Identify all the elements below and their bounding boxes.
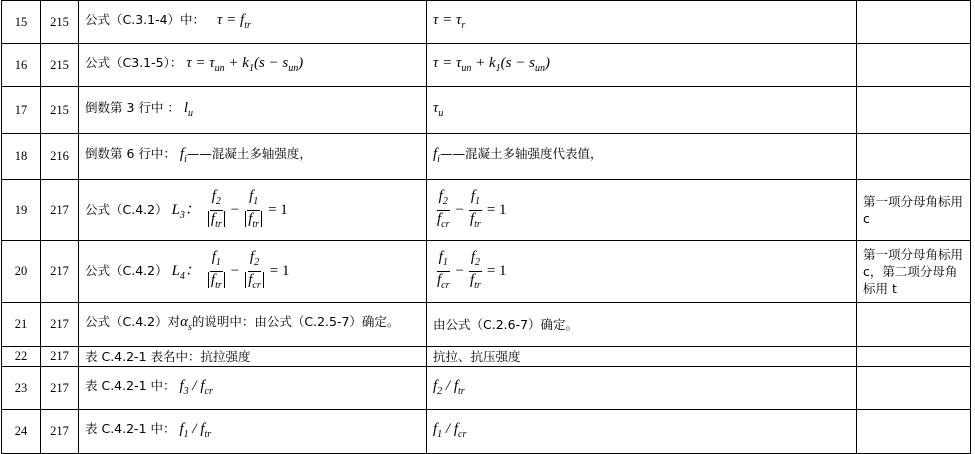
table-row: [2, 134, 971, 180]
table-row: [2, 367, 971, 410]
remark: [857, 410, 971, 454]
fraction: $\frac{f_1}{f_{tr}}$: [243, 188, 264, 233]
page-number: 217: [41, 347, 79, 367]
original-prefix: 公式（C3.1-5）：: [85, 54, 183, 70]
corrected-suffix: ——混凝土多轴强度代表值，: [439, 146, 603, 161]
corrected-text: $\frac{f_1}{f_{cr}}$ − $\frac{f_2}{f_{tr}}$ = 1: [427, 241, 857, 303]
original-text: 表 C.4.2-1 表名中：抗拉强度: [79, 347, 427, 367]
errata-table: [1, 0, 971, 454]
fraction: $\frac{f_2}{f_{tr}}$: [469, 249, 481, 291]
table-row: [2, 87, 971, 134]
original-prefix: 公式（C.4.2）: [85, 201, 168, 217]
original-prefix: 表 C.4.2-1 中：: [85, 421, 176, 436]
corrected-text: 由公式（C.2.6-7）确定。: [427, 303, 857, 347]
page-number: 217: [41, 180, 79, 241]
remark: [857, 367, 971, 410]
original-formula: $L_4$：: [171, 263, 200, 282]
original-formula: $\tau = f_{tr}$: [217, 11, 251, 31]
row-number: 17: [2, 87, 41, 134]
corrected-formula: $f_2 / f_{tr}$: [433, 377, 465, 397]
corrected-text: [427, 87, 857, 134]
corrected-text: [427, 1, 857, 44]
original-prefix: 公式（C.4.2）: [85, 263, 168, 278]
corrected-formula: $\tau = \tau_{un} + k_1(s - s_{un})$: [433, 54, 550, 74]
corrected-text: [427, 367, 857, 410]
remark: 第一项分母角标用 c，第二项分母角标用 t: [857, 241, 971, 303]
table-row: [2, 180, 971, 241]
row-number: 23: [2, 367, 41, 410]
original-text: [79, 87, 427, 134]
corrected-formula: $\tau = \tau_r$: [433, 11, 466, 31]
original-suffix: 的说明中：由公式（C.2.5-7）确定。: [191, 314, 400, 329]
original-prefix: 倒数第 3 行中 ：: [85, 99, 180, 115]
fraction: $\frac{f_2}{f_{cr}}$: [243, 249, 266, 294]
page-number: 217: [41, 367, 79, 410]
remark: 第一项分母角标用 c: [857, 180, 971, 241]
row-number: 18: [2, 134, 41, 180]
corrected-formula: $\frac{f_2}{f_{cr}}$: [437, 187, 450, 230]
original-formula: $\tau = \tau_{un} + k_1(s - s_{un})$: [186, 54, 304, 74]
original-suffix: ——混凝土多轴强度，: [186, 146, 312, 161]
original-formula: $f_3 / f_{cr}$: [179, 377, 213, 397]
original-formula: $\alpha_s$: [180, 314, 192, 333]
remark: [857, 303, 971, 347]
page-number: 215: [41, 44, 79, 87]
fraction: $\frac{f_2}{f_{tr}}$: [206, 188, 227, 233]
original-prefix: 表 C.4.2-1 中：: [85, 377, 176, 393]
corrected-formula: $f_i$: [433, 146, 440, 165]
original-formula: $f_i$: [179, 146, 187, 165]
corrected-text: $\frac{f_2}{f_{cr}}$ − $\frac{f_1}{f_{tr}}$ = 1: [427, 180, 857, 241]
original-text: [79, 410, 427, 454]
fraction: $\frac{f_1}{f_{tr}}$: [469, 187, 481, 230]
page-number: 217: [41, 303, 79, 347]
original-text: [79, 134, 427, 180]
remark: [857, 1, 971, 44]
page-number: 215: [41, 1, 79, 44]
row-number: 22: [2, 347, 41, 367]
original-text: [79, 1, 427, 44]
page-number: 217: [41, 410, 79, 454]
corrected-formula: $f_1 / f_{cr}$: [433, 421, 467, 440]
corrected-text: [427, 410, 857, 454]
row-number: 24: [2, 410, 41, 454]
table-row: [2, 44, 971, 87]
table-row: [2, 1, 971, 44]
original-prefix: 公式（C.3.1-4）中：: [85, 11, 206, 27]
page-number: 215: [41, 87, 79, 134]
table-row: [2, 347, 971, 367]
table-row: [2, 241, 971, 303]
original-prefix: 倒数第 6 行中：: [85, 146, 176, 161]
remark: [857, 347, 971, 367]
page-number: 217: [41, 241, 79, 303]
corrected-formula: $\frac{f_1}{f_{cr}}$: [437, 249, 450, 291]
original-formula: $f_1 / f_{tr}$: [179, 421, 212, 440]
original-text: [79, 44, 427, 87]
original-prefix: 公式（C.4.2）对: [85, 314, 181, 329]
row-number: 19: [2, 180, 41, 241]
fraction: $\frac{f_1}{f_{tr}}$: [206, 249, 227, 294]
table-row: [2, 410, 971, 454]
row-number: 20: [2, 241, 41, 303]
original-formula: $l_u$: [183, 99, 194, 119]
original-formula: $L_3$：: [171, 201, 200, 221]
corrected-text: [427, 44, 857, 87]
remark: [857, 87, 971, 134]
row-number: 16: [2, 44, 41, 87]
table-row: [2, 303, 971, 347]
remark: [857, 44, 971, 87]
corrected-formula: $\tau_u$: [433, 99, 444, 119]
original-text: [79, 367, 427, 410]
row-number: 15: [2, 1, 41, 44]
remark: [857, 134, 971, 180]
row-number: 21: [2, 303, 41, 347]
corrected-text: [427, 134, 857, 180]
original-text: 公式（C.4.2） $L_3$： $\frac{f_2}{f_{tr}}$ − $\frac{f_1}{f_{tr}}$ = 1: [79, 180, 427, 241]
original-text: [79, 303, 427, 347]
corrected-text: 抗拉、抗压强度: [427, 347, 857, 367]
original-text: 公式（C.4.2） $L_4$： $\frac{f_1}{f_{tr}}$ − $\frac{f_2}{f_{cr}}$ = 1: [79, 241, 427, 303]
page-number: 216: [41, 134, 79, 180]
